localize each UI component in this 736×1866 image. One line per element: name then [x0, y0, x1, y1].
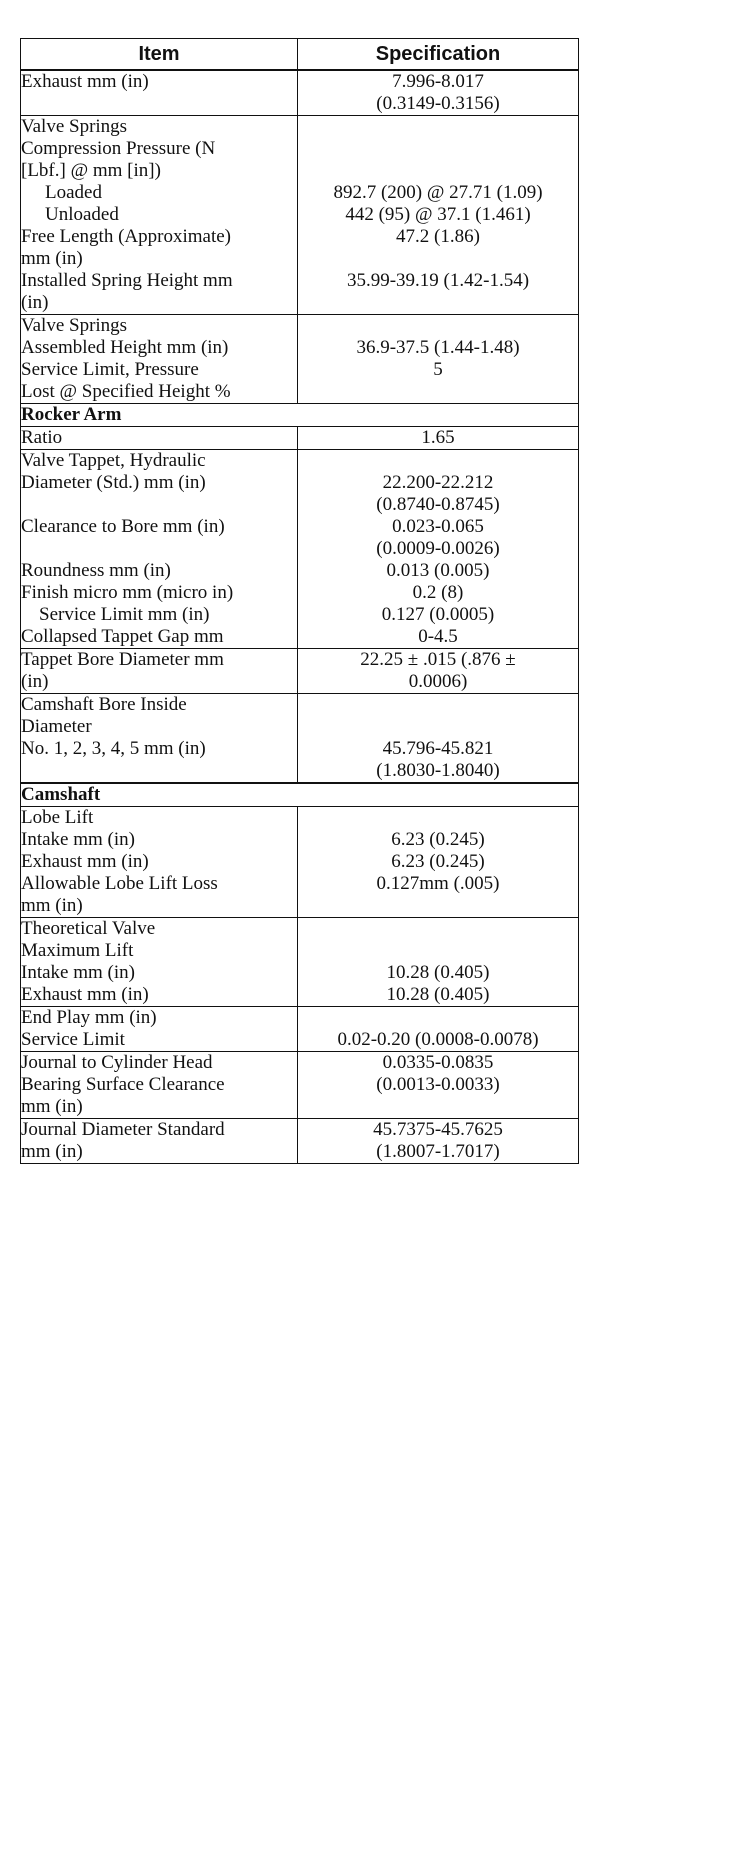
- specification-value-line: [298, 292, 578, 314]
- specification-value-line: 22.200-22.212: [382, 472, 494, 493]
- spec-table-body: [21, 70, 579, 1164]
- item-label-line: Exhaust mm (in): [21, 851, 149, 872]
- item-column-header: Item: [21, 39, 298, 71]
- item-label-line: Theoretical Valve: [21, 918, 156, 939]
- item-label-line: Finish micro mm (micro in): [21, 582, 234, 603]
- table-row: [21, 807, 579, 918]
- specification-value-line: [298, 940, 578, 962]
- table-row: [21, 1052, 579, 1119]
- item-label-line: Service Limit mm (in): [39, 604, 210, 625]
- section-row: [21, 404, 579, 427]
- specification-value-line: (0.0013-0.0033): [376, 1074, 500, 1095]
- item-label-line: Tappet Bore Diameter mm: [21, 649, 224, 670]
- specification-cell: [298, 649, 579, 694]
- specification-value-line: [298, 716, 578, 738]
- specification-value-line: 6.23 (0.245): [391, 851, 485, 872]
- item-label-line: Installed Spring Height mm: [21, 270, 233, 291]
- specification-value-line: (1.8007-1.7017): [376, 1141, 500, 1162]
- specification-value-line: [298, 1096, 578, 1118]
- specification-value-line: 0.02-0.20 (0.0008-0.0078): [337, 1029, 539, 1050]
- item-label-line: Ratio: [21, 427, 63, 448]
- table-row: [21, 315, 579, 404]
- specification-cell: [298, 1007, 579, 1052]
- item-cell: [21, 315, 298, 404]
- specification-value-line: (0.3149-0.3156): [376, 93, 500, 114]
- item-label-line: Valve Tappet, Hydraulic: [21, 450, 206, 471]
- item-label-line: Lost @ Specified Height %: [21, 381, 231, 402]
- specification-value-line: 0.127mm (.005): [376, 873, 500, 894]
- section-heading: Rocker Arm: [21, 404, 579, 427]
- specification-value-line: [298, 807, 578, 829]
- item-label-line: Exhaust mm (in): [21, 984, 149, 1005]
- specification-cell: [298, 427, 579, 450]
- specification-value-line: 5: [433, 359, 443, 380]
- item-label-line: Allowable Lobe Lift Loss: [21, 873, 218, 894]
- table-row: [21, 450, 579, 649]
- specification-cell: [298, 1119, 579, 1164]
- specification-value-line: 0.023-0.065: [392, 516, 484, 537]
- specification-value-line: (0.0009-0.0026): [376, 538, 500, 559]
- item-label-line: End Play mm (in): [21, 1007, 157, 1028]
- item-label-line: Intake mm (in): [21, 962, 135, 983]
- item-label-line: Valve Springs: [21, 116, 128, 137]
- specification-value-line: (0.8740-0.8745): [376, 494, 500, 515]
- specification-value-line: 0.0335-0.0835: [382, 1052, 494, 1073]
- item-cell: [21, 1052, 298, 1119]
- specification-value-line: [298, 160, 578, 182]
- item-label-line: [Lbf.] @ mm [in]): [21, 160, 161, 181]
- specification-value-line: 892.7 (200) @ 27.71 (1.09): [333, 182, 543, 203]
- table-row: [21, 649, 579, 694]
- specification-cell: [298, 1052, 579, 1119]
- item-label-line: Unloaded: [45, 204, 119, 225]
- specification-value-line: [298, 694, 578, 716]
- item-label-line: mm (in): [21, 248, 83, 269]
- specification-value-line: [298, 895, 578, 917]
- specification-value-line: 6.23 (0.245): [391, 829, 485, 850]
- item-label-line: Assembled Height mm (in): [21, 337, 229, 358]
- specification-cell: [298, 315, 579, 404]
- specification-value-line: [298, 248, 578, 270]
- section-row: [21, 783, 579, 807]
- table-row: [21, 1119, 579, 1164]
- specification-value-line: 36.9-37.5 (1.44-1.48): [356, 337, 520, 358]
- item-cell: [21, 427, 298, 450]
- table-header-row: [21, 39, 579, 71]
- specification-value-line: 35.99-39.19 (1.42-1.54): [346, 270, 530, 291]
- specification-cell: [298, 116, 579, 315]
- item-label-line: Compression Pressure (N: [21, 138, 216, 159]
- specification-value-line: 0.2 (8): [412, 582, 464, 603]
- specification-cell: [298, 918, 579, 1007]
- item-label-line: [21, 760, 297, 782]
- item-label-line: Maximum Lift: [21, 940, 134, 961]
- item-label-line: Journal Diameter Standard: [21, 1119, 225, 1140]
- specification-value-line: 442 (95) @ 37.1 (1.461): [345, 204, 531, 225]
- item-label-line: Clearance to Bore mm (in): [21, 516, 225, 537]
- item-label-line: Collapsed Tappet Gap mm: [21, 626, 224, 647]
- specification-value-line: [298, 450, 578, 472]
- specification-cell: [298, 450, 579, 649]
- specification-value-line: 45.7375-45.7625: [373, 1119, 503, 1140]
- item-label-line: Service Limit: [21, 1029, 125, 1050]
- item-label-line: Journal to Cylinder Head: [21, 1052, 213, 1073]
- item-label-line: Loaded: [45, 182, 102, 203]
- item-cell: [21, 1119, 298, 1164]
- specification-value-line: 47.2 (1.86): [396, 226, 480, 247]
- table-row: [21, 70, 579, 116]
- item-label-line: mm (in): [21, 1096, 83, 1117]
- item-label-line: Intake mm (in): [21, 829, 135, 850]
- item-label-line: Valve Springs: [21, 315, 128, 336]
- specification-value-line: [298, 138, 578, 160]
- item-cell: [21, 694, 298, 784]
- item-label-line: [21, 93, 297, 115]
- item-cell: [21, 649, 298, 694]
- item-label-line: (in): [21, 671, 49, 692]
- specification-value-line: 10.28 (0.405): [386, 984, 490, 1005]
- specification-value-line: 7.996-8.017: [392, 71, 484, 92]
- table-row: [21, 116, 579, 315]
- item-label-line: [21, 538, 297, 560]
- item-label-line: Exhaust mm (in): [21, 71, 149, 92]
- item-cell: [21, 807, 298, 918]
- table-row: [21, 918, 579, 1007]
- item-label-line: Lobe Lift: [21, 807, 94, 828]
- specification-value-line: 1.65: [421, 427, 455, 448]
- item-label-line: Diameter (Std.) mm (in): [21, 472, 206, 493]
- item-label-line: Free Length (Approximate): [21, 226, 231, 247]
- item-label-line: Roundness mm (in): [21, 560, 171, 581]
- specification-value-line: [298, 381, 578, 403]
- item-cell: [21, 116, 298, 315]
- item-label-line: [21, 494, 297, 516]
- specification-cell: [298, 694, 579, 784]
- item-cell: [21, 70, 298, 116]
- specification-cell: [298, 70, 579, 116]
- item-label-line: mm (in): [21, 895, 83, 916]
- item-label-line: Diameter: [21, 716, 92, 737]
- item-cell: [21, 918, 298, 1007]
- item-label-line: Bearing Surface Clearance: [21, 1074, 225, 1095]
- specification-column-header: Specification: [298, 39, 579, 71]
- item-cell: [21, 450, 298, 649]
- specification-value-line: 45.796-45.821: [382, 738, 494, 759]
- specification-value-line: 0-4.5: [418, 626, 458, 647]
- item-label-line: Service Limit, Pressure: [21, 359, 199, 380]
- table-row: [21, 427, 579, 450]
- item-label-line: (in): [21, 292, 49, 313]
- spec-table: [20, 38, 579, 1164]
- section-heading: Camshaft: [21, 783, 579, 807]
- item-label-line: mm (in): [21, 1141, 83, 1162]
- item-cell: [21, 1007, 298, 1052]
- specification-value-line: [298, 116, 578, 138]
- specification-value-line: [298, 315, 578, 337]
- specification-value-line: 0.127 (0.0005): [381, 604, 495, 625]
- specification-value-line: 0.013 (0.005): [386, 560, 490, 581]
- specification-value-line: 0.0006): [408, 671, 468, 692]
- item-label-line: No. 1, 2, 3, 4, 5 mm (in): [21, 738, 206, 759]
- specification-value-line: [298, 918, 578, 940]
- specification-value-line: [298, 1007, 578, 1029]
- specification-value-line: 22.25 ± .015 (.876 ±: [360, 649, 516, 670]
- table-row: [21, 694, 579, 784]
- table-row: [21, 1007, 579, 1052]
- specification-value-line: (1.8030-1.8040): [376, 760, 500, 781]
- specification-value-line: 10.28 (0.405): [386, 962, 490, 983]
- specification-cell: [298, 807, 579, 918]
- item-label-line: Camshaft Bore Inside: [21, 694, 187, 715]
